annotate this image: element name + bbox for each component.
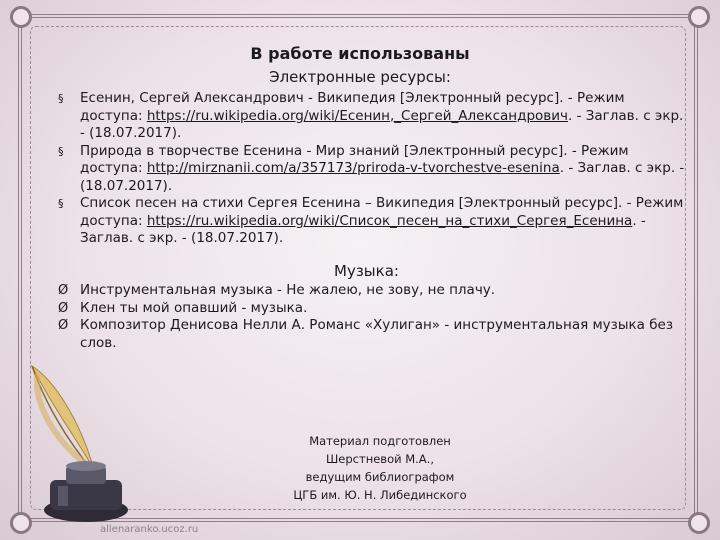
arrow-bullet-icon: Ø — [58, 300, 69, 316]
source-link[interactable]: https://ru.wikipedia.org/wiki/Список_песен_на_стихи_Сергея_Есенина — [146, 212, 633, 229]
page-title: В работе использованы — [250, 44, 470, 63]
music-item-text: Клен ты мой опавший - музыка. — [80, 299, 308, 316]
source-text-after: . - Заглав. с экр. - (18.07.2017). — [80, 212, 646, 246]
list-item — [58, 195, 688, 248]
music-item-text: Инструментальная музыка - Не жалею, не зову, не плачу. — [80, 282, 496, 298]
source-text-after: . - Заглав. с экр. - (18.07.2017). — [80, 160, 685, 194]
list-item — [58, 300, 688, 318]
frame-corner-ornament — [688, 512, 710, 534]
source-text: Список песен на стихи Сергея Есенина – Википедия [Электронный ресурс]. - Режим доступа: — [80, 195, 684, 229]
arrow-bullet-icon: Ø — [58, 283, 69, 298]
credit-block — [260, 432, 500, 504]
music-item-text: Композитор Денисова Нелли А. Романс «Хулиган» - инструментальная музыка без слов. — [80, 317, 674, 351]
list-item — [58, 90, 688, 143]
watermark: allenaranko.ucoz.ru — [100, 524, 199, 535]
source-text: Природа в творчестве Есенина - Мир знаний [Электронный ресурс]. - Режим доступа: — [80, 142, 629, 176]
frame-corner-ornament — [688, 6, 710, 28]
credit-line: ведущим библиографом — [305, 470, 455, 484]
list-item — [58, 143, 688, 196]
section-title-music: Музыка: — [334, 262, 399, 280]
source-link[interactable]: http://mirznanii.com/a/357173/priroda-v-tvorchestve-esenina — [146, 160, 560, 176]
bullet-icon: § — [58, 197, 64, 210]
frame-corner-ornament — [10, 6, 32, 28]
source-text-after: . - Заглав. с экр. - (18.07.2017). — [80, 107, 684, 141]
source-link[interactable]: https://ru.wikipedia.org/wiki/Есенин,_Сергей_Александрович — [146, 107, 568, 124]
bullet-icon: § — [58, 92, 64, 105]
arrow-bullet-icon: Ø — [58, 318, 69, 333]
credit-line: ЦГБ им. Ю. Н. Либединского — [293, 488, 467, 502]
list-item — [58, 282, 688, 300]
bullet-icon: § — [58, 144, 64, 158]
sources-list — [58, 90, 688, 248]
list-item — [58, 317, 688, 352]
section-title-electronic-resources: Электронные ресурсы: — [269, 68, 451, 86]
quill-inkwell-icon — [14, 360, 134, 530]
source-text: Есенин, Сергей Александрович - Википедия [Электронный ресурс]. - Режим доступа: — [80, 90, 625, 124]
music-list — [58, 282, 688, 352]
credit-line: Шерстневой М.А., — [326, 452, 434, 466]
credit-line: Материал подготовлен — [309, 434, 451, 448]
